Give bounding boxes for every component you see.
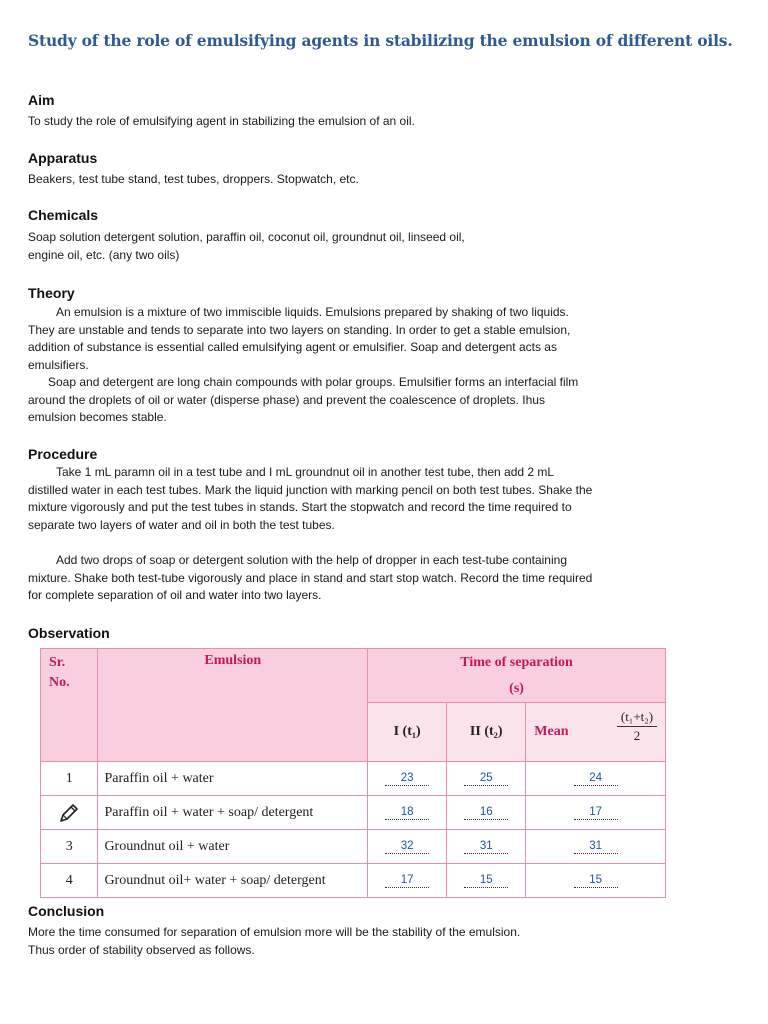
conclusion-heading: Conclusion bbox=[28, 903, 105, 919]
procedure-paragraph-1: Take 1 mL paramn oil in a test tube and I mL groundnut oil in another test tube, then add 2 mL distilled water in each test tubes. Mark the liquid junction with marking pencil on both test tubes. Shake the mixture vigorously and put the test tubes in stands. Start the stopwatch and record the time required to separate two layers of water and oil in both the test tubes. bbox=[28, 465, 593, 532]
chemicals-text bbox=[28, 229, 648, 264]
mean-formula bbox=[617, 709, 657, 744]
procedure-text-2 bbox=[28, 552, 593, 605]
row-emulsion: Paraffin oil + water + soap/ detergent bbox=[98, 796, 368, 830]
header-trial-1: I (t₁) bbox=[368, 703, 447, 762]
row-emulsion: Groundnut oil + water bbox=[98, 830, 368, 864]
header-mean-label: Mean bbox=[534, 724, 569, 740]
value-t2: 16 bbox=[464, 806, 508, 820]
header-sr-line-1: Sr. bbox=[49, 655, 66, 670]
pencil-icon bbox=[58, 802, 80, 824]
row-t1 bbox=[368, 830, 447, 864]
value-mean: 15 bbox=[574, 874, 618, 888]
row-mean bbox=[526, 796, 666, 830]
apparatus-text: Beakers, test tube stand, test tubes, droppers. Stopwatch, etc. bbox=[28, 172, 359, 186]
value-t1: 17 bbox=[385, 874, 429, 888]
row-t1 bbox=[368, 864, 447, 898]
value-t1: 23 bbox=[385, 772, 429, 786]
value-t2: 31 bbox=[464, 840, 508, 854]
row-mean bbox=[526, 830, 666, 864]
row-t2 bbox=[447, 830, 526, 864]
header-trial-2: II (t₂) bbox=[447, 703, 526, 762]
table-row bbox=[41, 864, 666, 898]
value-mean: 17 bbox=[574, 806, 618, 820]
header-sr-no bbox=[41, 649, 98, 762]
apparatus-heading: Apparatus bbox=[28, 150, 98, 166]
row-t2 bbox=[447, 796, 526, 830]
value-mean: 24 bbox=[574, 772, 618, 786]
observation-table bbox=[40, 648, 666, 898]
header-time-line-1: Time of separation bbox=[460, 654, 573, 670]
header-emulsion: Emulsion bbox=[98, 649, 368, 762]
chemicals-line-1: Soap solution detergent solution, paraffin oil, coconut oil, groundnut oil, linseed oil, bbox=[28, 230, 465, 244]
procedure-paragraph-2: Add two drops of soap or detergent solution with the help of dropper in each test-tube containing mixture. Shake both test-tube vigorously and place in stand and start stop watch. Record the time required for complete separation of oil and water into two layers. bbox=[28, 553, 593, 602]
procedure-text bbox=[28, 464, 593, 534]
row-t2 bbox=[447, 864, 526, 898]
header-sr-line-2: No. bbox=[49, 675, 70, 690]
page-title: Study of the role of emulsifying agents in stabilizing the emulsion of different oils. bbox=[28, 31, 733, 50]
header-time-of-separation bbox=[368, 649, 666, 703]
mean-formula-denominator: 2 bbox=[633, 728, 641, 744]
conclusion-line-2: Thus order of stability observed as follows. bbox=[28, 942, 255, 957]
theory-paragraph-2: Soap and detergent are long chain compounds with polar groups. Emulsifier forms an interfacial film around the droplets of oil or water (disperse phase) and prevent the coalescence of droplets. Ihus emulsion becomes stable. bbox=[28, 375, 579, 424]
value-t2: 15 bbox=[464, 874, 508, 888]
header-mean bbox=[526, 703, 666, 762]
row-mean bbox=[526, 762, 666, 796]
table-row bbox=[41, 762, 666, 796]
row-sr-no: 1 bbox=[41, 762, 98, 796]
header-time-line-2: (s) bbox=[509, 680, 524, 696]
observation-heading: Observation bbox=[28, 625, 110, 641]
mean-formula-numerator: (t₁+t₂) bbox=[617, 709, 657, 727]
row-t2 bbox=[447, 762, 526, 796]
value-t1: 18 bbox=[385, 806, 429, 820]
row-sr-no: 3 bbox=[41, 830, 98, 864]
conclusion-text bbox=[28, 924, 648, 959]
value-t2: 25 bbox=[464, 772, 508, 786]
chemicals-heading: Chemicals bbox=[28, 207, 99, 223]
aim-text: To study the role of emulsifying agent in stabilizing the emulsion of an oil. bbox=[28, 114, 415, 128]
theory-paragraph-1: An emulsion is a mixture of two immiscible liquids. Emulsions prepared by shaking of two liquids. They are unstable and tends to separate into two layers on standing. In order to get a stable emulsion, addition of substance is essential called emulsifying agent or emulsifier. Soap and detergent acts as emulsifiers. bbox=[28, 305, 571, 372]
row-t1 bbox=[368, 762, 447, 796]
row-emulsion: Groundnut oil+ water + soap/ detergent bbox=[98, 864, 368, 898]
row-sr-no: 4 bbox=[41, 864, 98, 898]
row-sr-no bbox=[41, 796, 98, 830]
table-row bbox=[41, 830, 666, 864]
row-mean bbox=[526, 864, 666, 898]
value-t1: 32 bbox=[385, 840, 429, 854]
aim-heading: Aim bbox=[28, 92, 55, 108]
conclusion-line-1: More the time consumed for separation of emulsion more will be the stability of the emulsion. bbox=[28, 925, 521, 939]
row-emulsion: Paraffin oil + water bbox=[98, 762, 368, 796]
chemicals-line-2: engine oil, etc. (any two oils) bbox=[28, 247, 180, 262]
row-t1 bbox=[368, 796, 447, 830]
theory-heading: Theory bbox=[28, 285, 75, 301]
theory-text bbox=[28, 304, 583, 427]
value-mean: 31 bbox=[574, 840, 618, 854]
procedure-heading: Procedure bbox=[28, 446, 98, 462]
table-row bbox=[41, 796, 666, 830]
observation-table-wrap bbox=[40, 648, 666, 890]
